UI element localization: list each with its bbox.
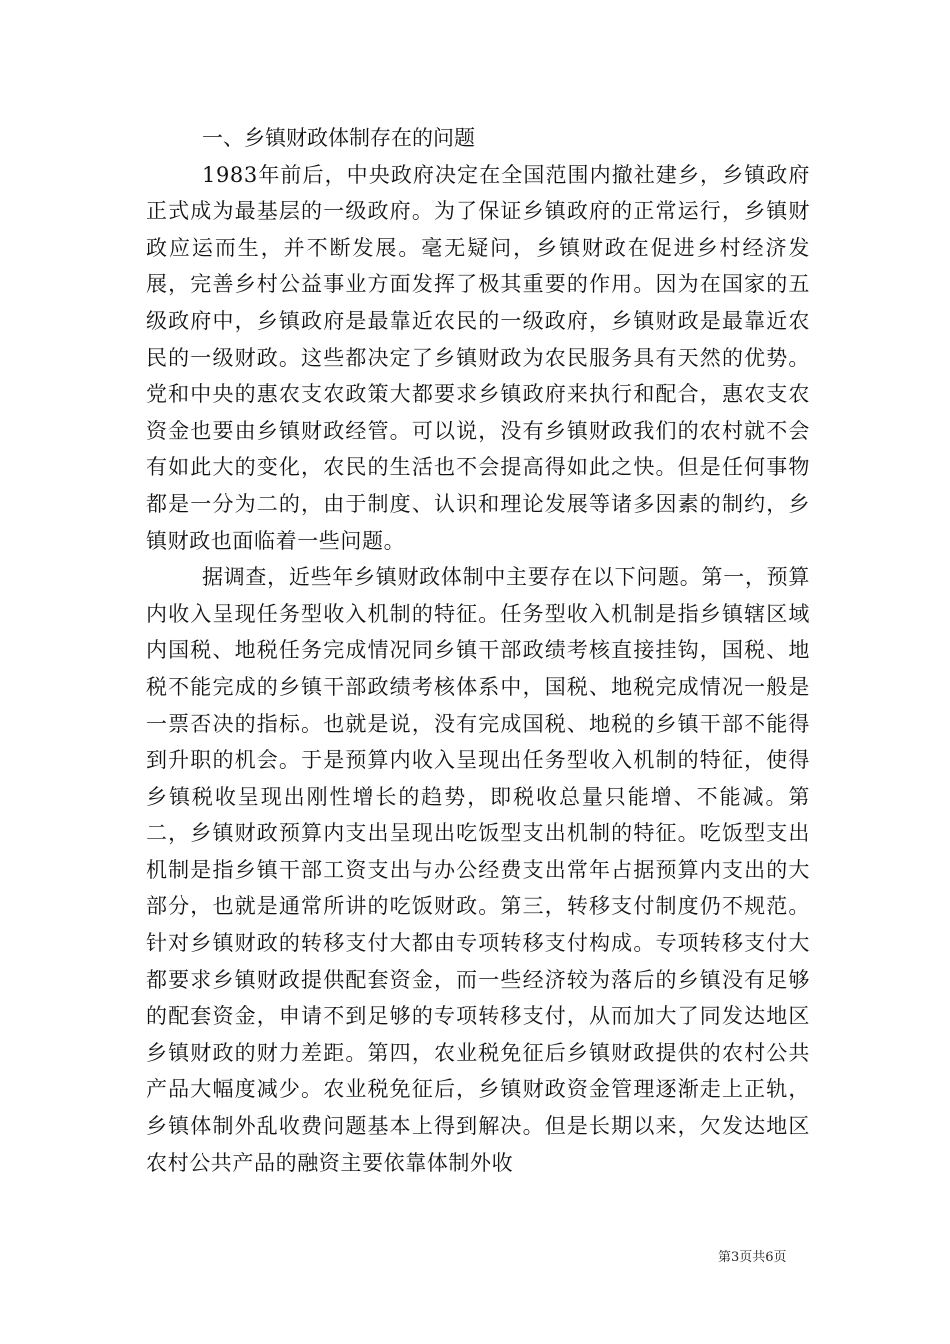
paragraph-1: 1983年前后，中央政府决定在全国范围内撤社建乡，乡镇政府正式成为最基层的一级政府。为了保证乡镇政府的正常运行，乡镇财政应运而生，并不断发展。毫无疑问，乡镇财政在促进乡村经济发展，完善乡村公益事业方面发挥了极其重要的作用。因为在国家的五级政府中，乡镇政府是最靠近农民的一级政府，乡镇财政是最靠近农民的一级财政。这些都决定了乡镇财政为农民服务具有天然的优势。党和中央的惠农支农政策大都要求乡镇政府来执行和配合，惠农支农资金也要由乡镇财政经管。可以说，没有乡镇财政我们的农村就不会有如此大的变化，农民的生活也不会提高得如此之快。但是任何事物都是一分为二的，由于制度、认识和理论发展等诸多因素的制约，乡镇财政也面临着一些问题。 (146, 162, 810, 553)
paragraph-2: 据调查，近些年乡镇财政体制中主要存在以下问题。第一，预算内收入呈现任务型收入机制的特征。任务型收入机制是指乡镇辖区域内国税、地税任务完成情况同乡镇干部政绩考核直接挂钩，国税、地税不能完成的乡镇干部政绩考核体系中，国税、地税完成情况一般是一票否决的指标。也就是说，没有完成国税、地税的乡镇干部不能得到升职的机会。于是预算内收入呈现出任务型收入机制的特征，使得乡镇税收呈现出刚性增长的趋势，即税收总量只能增、不能减。第二，乡镇财政预算内支出呈现出吃饭型支出机制的特征。吃饭型支出机制是指乡镇干部工资支出与办公经费支出常年占据预算内支出的大部分，也就是通常所讲的吃饭财政。第三，转移支付制度仍不规范。针对乡镇财政的转移支付大都由专项转移支付构成。专项转移支付大都要求乡镇财政提供配套资金，而一些经济较为落后的乡镇没有足够的配套资金，申请不到足够的专项转移支付，从而加大了同发达地区乡镇财政的财力差距。第四，农业税免征后乡镇财政提供的农村公共产品大幅度减少。农业税免征后，乡镇财政资金管理逐渐走上正轨，乡镇体制外乱收费问题基本上得到解决。但是长期以来，欠发达地区农村公共产品的融资主要依靠体制外收 (146, 565, 810, 1175)
document-body (146, 120, 810, 1181)
section-heading: 一、乡镇财政体制存在的问题 (202, 126, 475, 150)
page-number-footer: 第3页共6页 (718, 1250, 787, 1265)
